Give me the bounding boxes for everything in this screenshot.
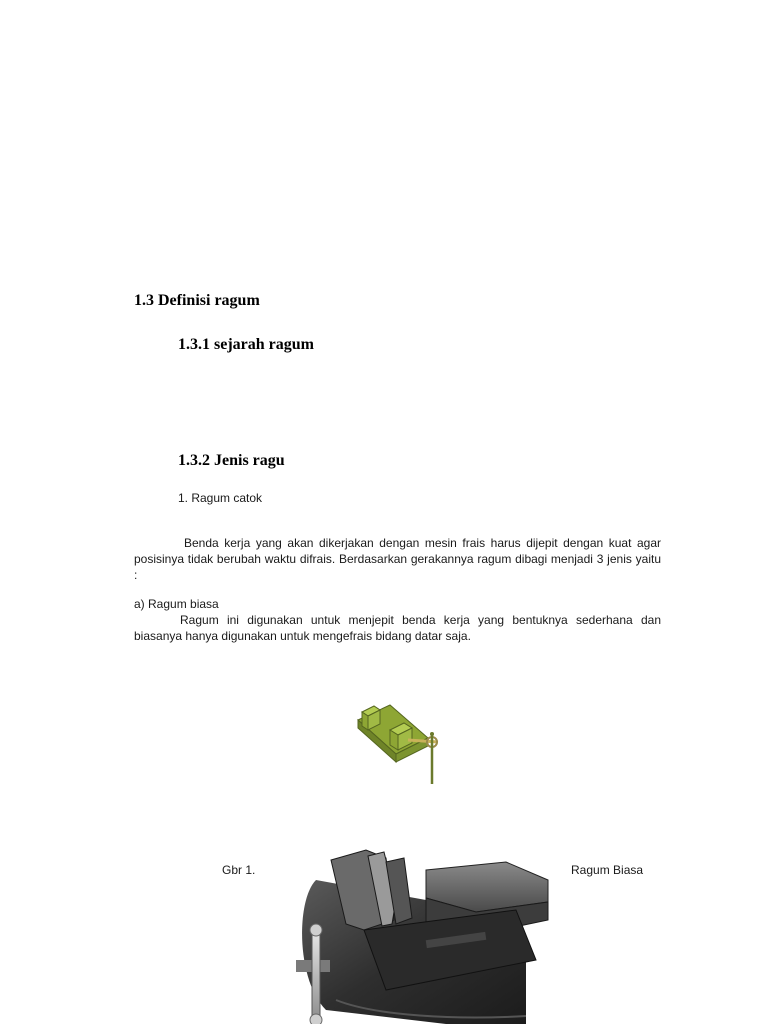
figure-label: Gbr 1. [222, 863, 256, 877]
subsection-heading-types: 1.3.2 Jenis ragu [178, 452, 285, 469]
type-a-heading: a) Ragum biasa [134, 597, 219, 611]
bench-vise-illustration [276, 840, 556, 1024]
green-vise-illustration [350, 690, 450, 790]
figure-caption: Ragum Biasa [571, 863, 644, 877]
section-heading: 1.3 Definisi ragum [134, 292, 260, 309]
type-a-description [134, 612, 661, 644]
subsection-heading-history: 1.3.1 sejarah ragum [178, 336, 314, 353]
intro-paragraph [134, 535, 661, 583]
intro-text: Benda kerja yang akan dikerjakan dengan mesin frais harus dijepit dengan kuat agar posisinya tidak berubah waktu difrais. Berdasarkan gerakannya ragum dibagi menjadi 3 jenis yaitu : [134, 536, 661, 582]
list-item: 1. Ragum catok [178, 491, 263, 505]
type-a-text: Ragum ini digunakan untuk menjepit benda kerja yang bentuknya sederhana dan biasanya hanya digunakan untuk mengefrais bidang datar saja. [134, 613, 661, 643]
